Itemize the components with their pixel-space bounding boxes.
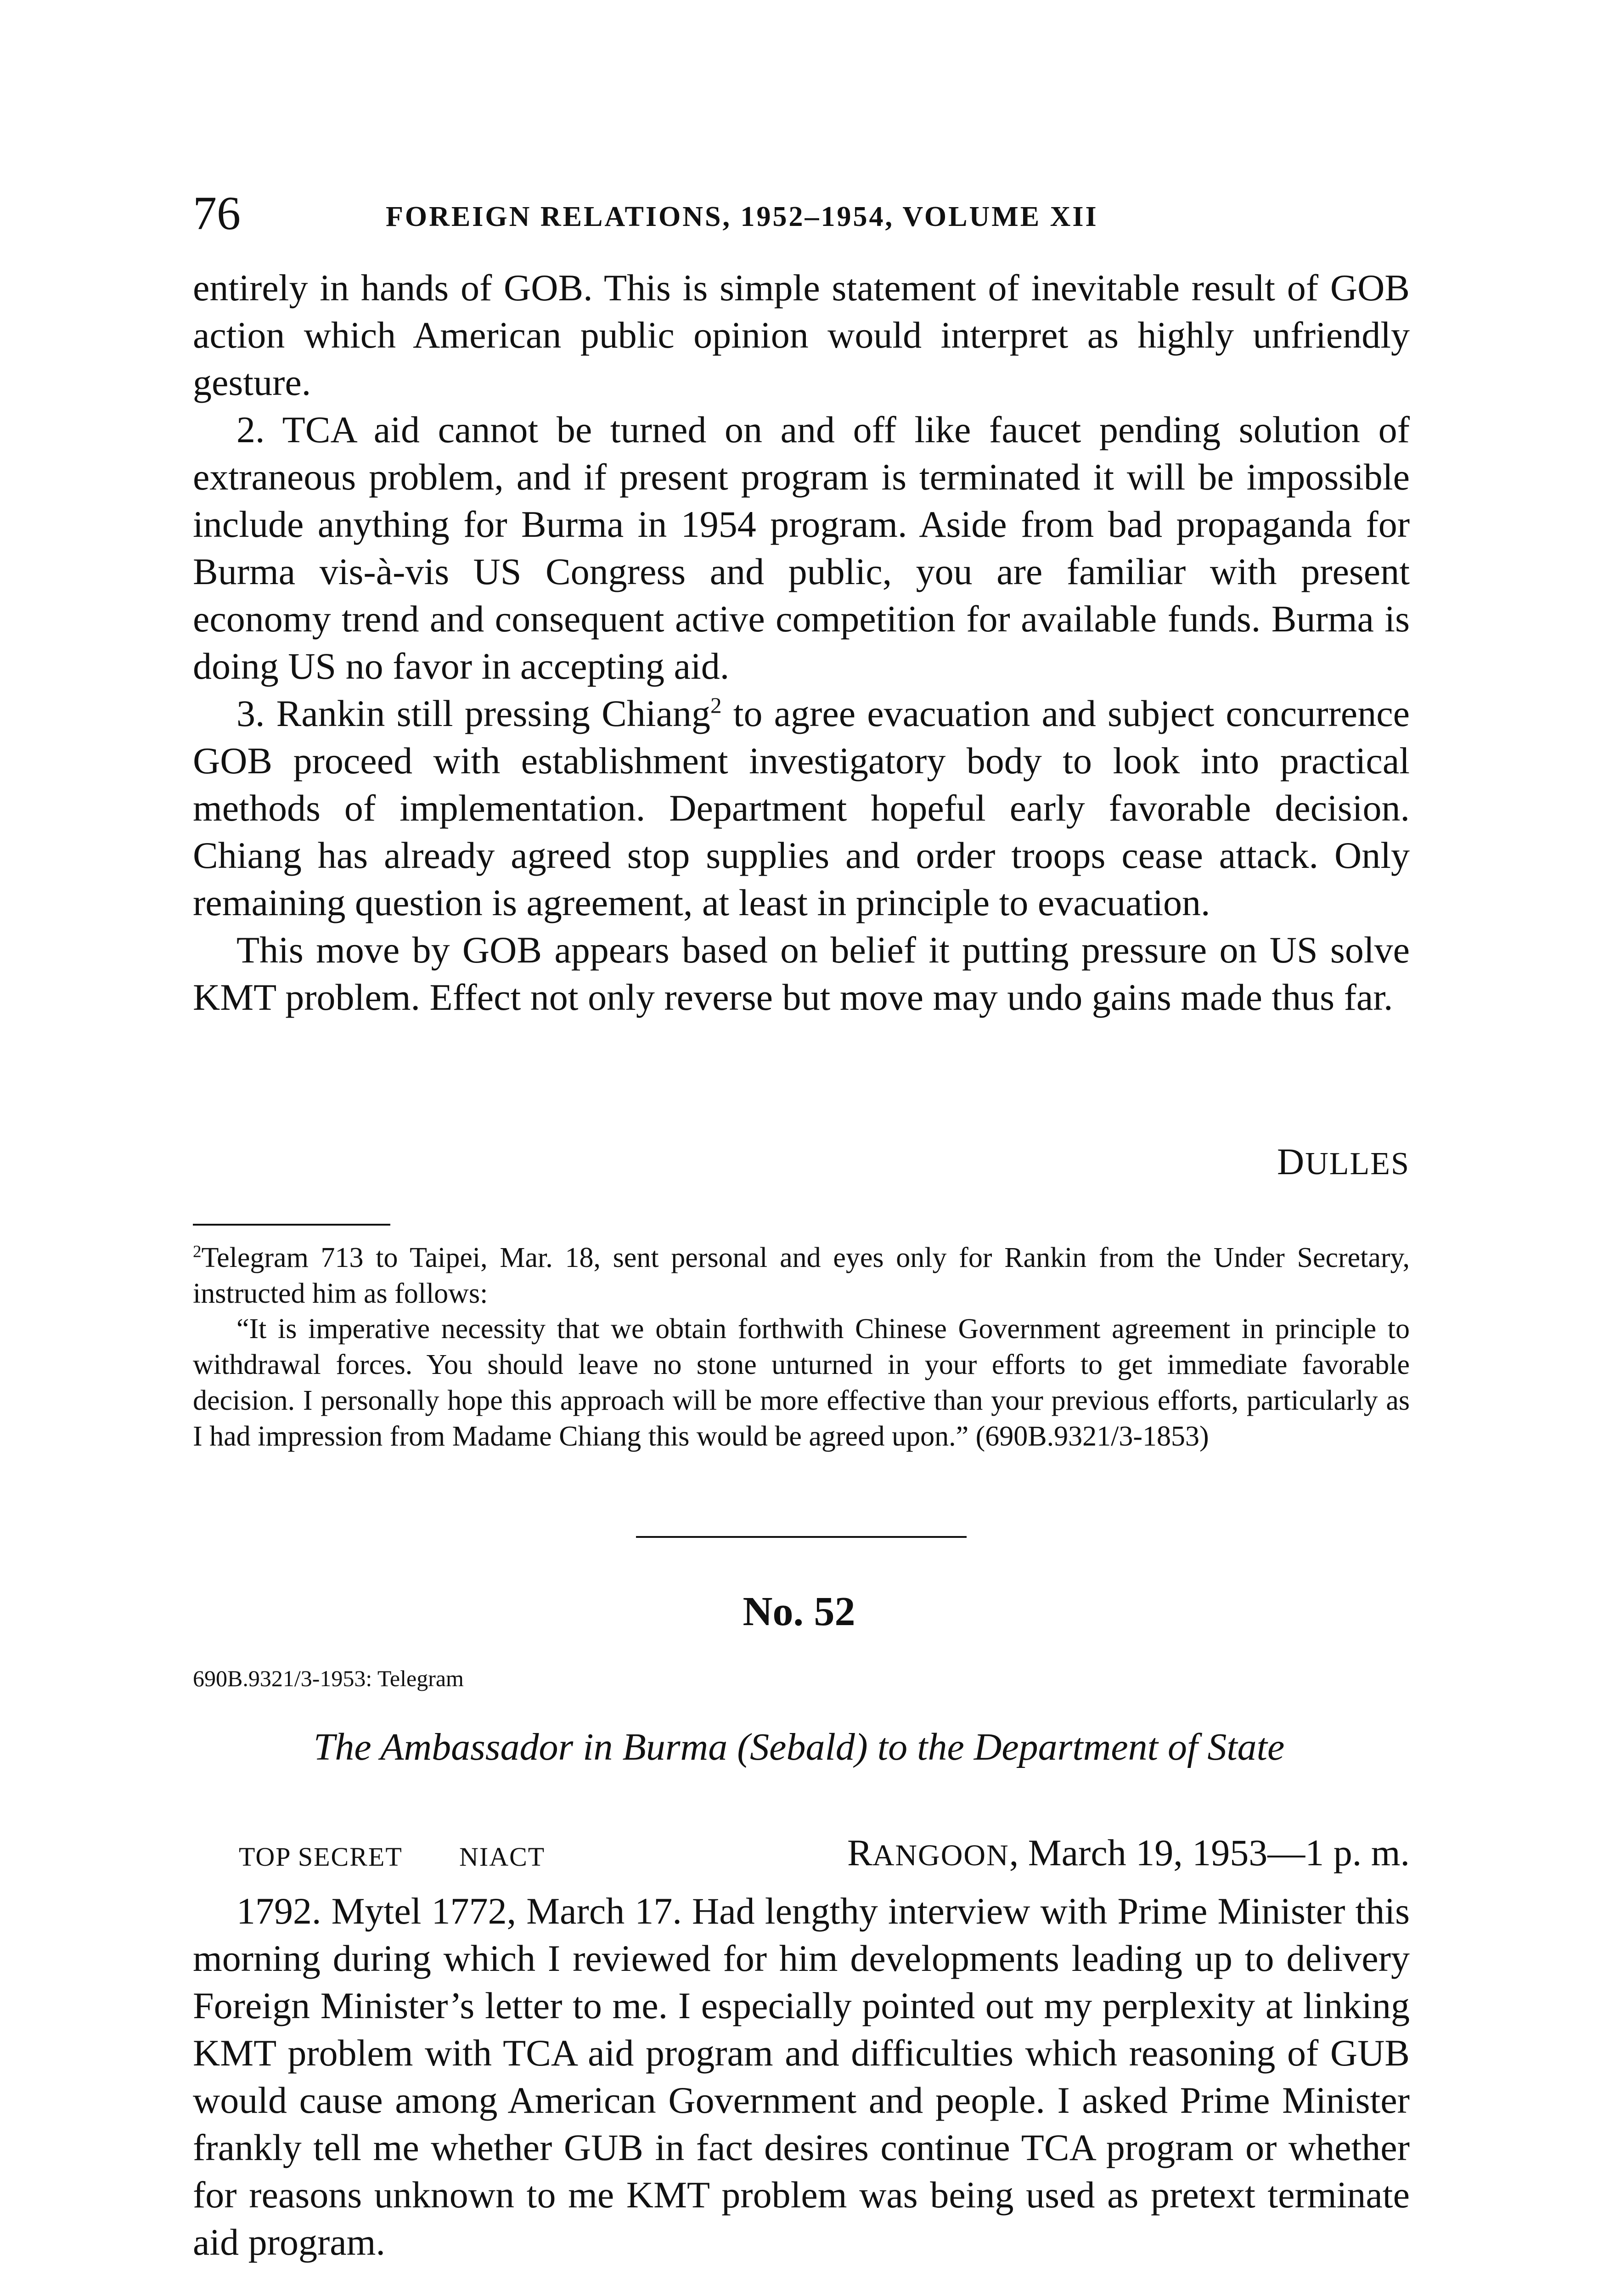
- file-reference: 690B.9321/3-1953: Telegram: [193, 1666, 464, 1691]
- paragraph-2: 2. TCA aid cannot be turned on and off like faucet pending solution of extraneous problem, and if present program is terminated it will be impossible include anything for Burma in 1954 program. Aside from bad propaganda for Burma vis-à-vis US Congress and public, you are familiar with present economy trend and consequent active competition for available funds. Burma is doing US no favor in accepting aid.: [193, 409, 1410, 687]
- paragraph-continuation: entirely in hands of GOB. This is simple statement of inevitable result of GOB action which American public opinion would interpret as highly unfriendly gesture.: [193, 267, 1410, 403]
- dateline-city-initial: R: [847, 1832, 872, 1874]
- priority-marking: NIACT: [459, 1842, 546, 1872]
- telegram-body: [193, 1887, 1410, 2266]
- paragraph-3-text-b: to agree evacuation and subject concurrence GOB proceed with establishment investigatory body to look into practical methods of implementation. Department hopeful early favorable decision. Chiang has already agreed stop supplies and order troops cease attack. Only remaining question is agreement, at least in principle to evacuation.: [193, 692, 1410, 923]
- page-number: 76: [193, 187, 241, 240]
- page-header: [193, 184, 1410, 243]
- signature-dulles: [193, 1139, 1410, 1187]
- signature-initial: D: [1277, 1141, 1305, 1182]
- section-divider: [636, 1536, 967, 1538]
- continued-telegram-body: [193, 264, 1410, 1021]
- dateline: [847, 1830, 1410, 1879]
- paragraph-3: [193, 690, 1410, 926]
- signature-rest: ULLES: [1305, 1146, 1410, 1182]
- document-title: The Ambassador in Burma (Sebald) to the Department of State: [313, 1726, 1285, 1768]
- footnote-divider: [193, 1224, 390, 1226]
- document-number: No. 52: [743, 1589, 855, 1634]
- paragraph-3-text-a: 3. Rankin still pressing Chiang: [236, 692, 711, 734]
- footnote-2-quote: “It is imperative necessity that we obtain forthwith Chinese Government agreement in principle to withdrawal forces. You should leave no stone unturned in your efforts to get immediate favorable decision. I personally hope this approach will be more effective than your previous efforts, particularly as I had impression from Madame Chiang this would be agreed upon.” (690B.9321/3-1853): [193, 1313, 1410, 1452]
- footnote-2-text: Telegram 713 to Taipei, Mar. 18, sent personal and eyes only for Rankin from the Under Secretary, instructed him as follows:: [193, 1242, 1410, 1309]
- footnote-2: [193, 1240, 1410, 1311]
- running-head: FOREIGN RELATIONS, 1952–1954, VOLUME XII: [386, 201, 1098, 232]
- footnote-ref-2: 2: [710, 692, 722, 718]
- classification-line: [239, 1830, 1410, 1880]
- paragraph-4: This move by GOB appears based on belief it putting pressure on US solve KMT problem. Effect not only reverse but move may undo gains made thus far.: [193, 929, 1410, 1018]
- dateline-date: , March 19, 1953—1 p. m.: [1009, 1832, 1410, 1874]
- telegram-text: 1792. Mytel 1772, March 17. Had lengthy interview with Prime Minister this morning during which I reviewed for him developments leading up to delivery Foreign Minister’s letter to me. I especially pointed out my perplexity at linking KMT problem with TCA aid program and difficulties which reasoning of GUB would cause among American Government and people. I asked Prime Minister frankly tell me whether GUB in fact desires continue TCA program or whether for reasons unknown to me KMT problem was being used as pretext terminate aid program.: [193, 1890, 1410, 2263]
- footnote-marker: 2: [193, 1242, 202, 1261]
- classification: TOP SECRET: [239, 1842, 403, 1872]
- dateline-city-rest: ANGOON: [872, 1839, 1009, 1872]
